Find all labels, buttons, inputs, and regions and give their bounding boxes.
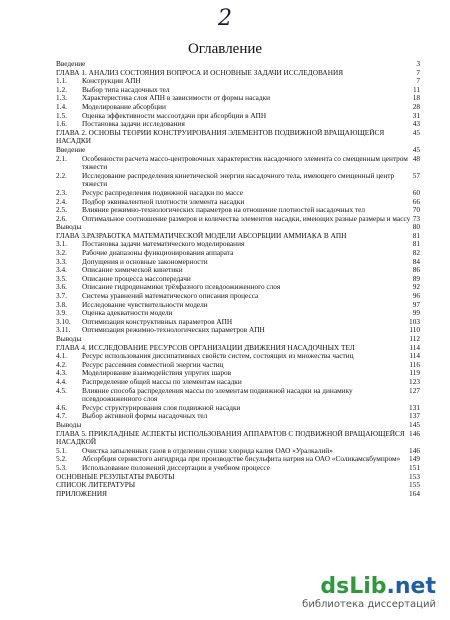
toc-entry[interactable] bbox=[56, 292, 420, 301]
toc-entry-number: 5.1. bbox=[56, 445, 67, 455]
toc-entry-number: 5.3. bbox=[56, 462, 67, 472]
toc-entry[interactable] bbox=[56, 404, 420, 413]
toc-entry[interactable] bbox=[56, 258, 420, 267]
toc-entry-page: 45 bbox=[412, 144, 420, 154]
toc-entry-page: 57 bbox=[412, 170, 420, 180]
toc-entry-number: 3.9. bbox=[56, 308, 67, 318]
toc-entry[interactable] bbox=[56, 120, 420, 129]
toc-entry-number: 3.11. bbox=[56, 325, 71, 335]
toc-entry[interactable] bbox=[56, 249, 420, 258]
toc-entry-number: 4.3. bbox=[56, 368, 67, 378]
toc-entry-number: 1.6. bbox=[56, 119, 67, 129]
toc-entry[interactable] bbox=[56, 223, 420, 232]
toc-entry-page: 60 bbox=[412, 187, 420, 197]
toc-entry-number: 1.2. bbox=[56, 84, 67, 94]
toc-entry-page: 164 bbox=[409, 488, 420, 498]
toc-entry[interactable] bbox=[56, 326, 420, 335]
toc-entry-page: 7 bbox=[416, 67, 420, 77]
toc-entry[interactable] bbox=[56, 206, 420, 215]
toc-entry-title: ПРИЛОЖЕНИЯ bbox=[56, 489, 108, 498]
toc-entry-title: Ресурс рассеяния совместной энергии частиц bbox=[82, 360, 224, 369]
toc-entry-number: 2.3. bbox=[56, 187, 67, 197]
toc-entry-page: 7 bbox=[416, 76, 420, 86]
toc-entry[interactable] bbox=[56, 69, 420, 78]
toc-entry-title: Ресурс структурирования слоя подвижной насадки bbox=[82, 403, 241, 412]
toc-entry-page: 112 bbox=[409, 334, 420, 343]
toc-entry-number: 3.3. bbox=[56, 256, 67, 266]
toc-entry-title: Ресурс распределения подвижной насадки по массе bbox=[82, 188, 243, 197]
toc-entry-page: 116 bbox=[409, 359, 420, 369]
toc-entry[interactable] bbox=[56, 490, 420, 499]
toc-entry-number: 1.5. bbox=[56, 110, 67, 120]
toc-entry-page: 114 bbox=[409, 342, 420, 352]
toc-entry-page: 114 bbox=[409, 351, 420, 361]
toc-entry[interactable] bbox=[56, 378, 420, 387]
toc-entry[interactable] bbox=[56, 86, 420, 95]
toc-entry[interactable] bbox=[56, 103, 420, 112]
toc-entry-title: Влияние способа распределения массы по элементам подвижной насадки на динамику псевдоожиженного слоя bbox=[82, 386, 353, 404]
toc-entry-page: 43 bbox=[412, 119, 420, 129]
toc-entry-page: 66 bbox=[412, 196, 420, 206]
page-number: 2 bbox=[218, 6, 232, 31]
toc-entry-page: 153 bbox=[409, 471, 420, 481]
toc-entry-title: Оценка адекватности модели bbox=[82, 309, 173, 318]
toc-entry[interactable] bbox=[56, 464, 420, 473]
toc-entry-page: 82 bbox=[412, 248, 420, 258]
table-of-contents bbox=[56, 60, 420, 498]
toc-entry[interactable] bbox=[56, 60, 420, 69]
toc-entry-title: Подбор эквивалентной плотности элемента насадки bbox=[82, 197, 245, 206]
toc-entry-title: Описание процесса массопередачи bbox=[82, 274, 191, 283]
dslib-logo bbox=[302, 575, 436, 599]
toc-entry[interactable] bbox=[56, 387, 420, 404]
toc-entry-title: Выводы bbox=[56, 223, 82, 232]
toc-entry[interactable] bbox=[56, 344, 420, 353]
toc-entry-title: Рабочие диапазоны функционирования аппарата bbox=[82, 249, 234, 258]
toc-entry[interactable] bbox=[56, 447, 420, 456]
toc-entry[interactable] bbox=[56, 232, 420, 241]
watermark-subtitle: библиотека диссертаций bbox=[302, 599, 436, 610]
toc-entry-title: Выводы bbox=[56, 420, 82, 429]
toc-entry-page: 28 bbox=[412, 101, 420, 111]
toc-entry-page: 155 bbox=[409, 480, 420, 490]
toc-entry-number: 3.8. bbox=[56, 299, 67, 309]
toc-entry-title: Распределение общей массы по элементам насадки bbox=[82, 377, 242, 386]
toc-entry-page: 131 bbox=[409, 402, 420, 412]
toc-entry-title: Исследование распределения кинетической энергии насадочного тела, имеющего смещенный центр тяжести bbox=[82, 171, 395, 189]
toc-entry-number: 2.1. bbox=[56, 153, 67, 163]
toc-entry-title: ГЛАВА 5. ПРИКЛАДНЫЕ АСПЕКТЫ ИСПОЛЬЗОВАНИЯ АППАРАТОВ С ПОДВИЖНОЙ ВРАЩАЮЩЕЙСЯ НАСАДКОЙ bbox=[56, 429, 405, 447]
toc-entry-number: 5.2. bbox=[56, 454, 67, 464]
toc-entry-title: Особенности расчета массо-центровочных характеристик насадочного элемента со смещенным центром тяжести bbox=[82, 154, 408, 172]
toc-entry-title: Моделирование взаимодействия упругих шаров bbox=[82, 369, 232, 378]
toc-entry[interactable] bbox=[56, 266, 420, 275]
toc-entry-page: 48 bbox=[412, 153, 420, 163]
toc-entry[interactable] bbox=[56, 352, 420, 361]
toc-entry-title: Конструкции АПН bbox=[82, 77, 141, 86]
toc-entry-title: Выбор активной формы насадочных тел bbox=[82, 412, 208, 421]
toc-entry[interactable] bbox=[56, 412, 420, 421]
toc-entry-number: 1.1. bbox=[56, 76, 67, 86]
toc-entry-page: 70 bbox=[412, 205, 420, 215]
toc-entry-number: 2.4. bbox=[56, 196, 67, 206]
toc-entry-number: 4.6. bbox=[56, 402, 67, 412]
toc-entry-title: Характеристика слоя АПН в зависимости от формы насадки bbox=[82, 94, 271, 103]
toc-entry-page: 96 bbox=[412, 291, 420, 301]
toc-entry-title: Абсорбция сернистого ангидрида при производстве бисульфита натрия на ОАО «Соликамскбумпром» bbox=[82, 455, 401, 464]
toc-entry-title: Очистка запыленных газов в отделении сушки хлорида калия ОАО «Уралкалий» bbox=[82, 446, 333, 455]
toc-entry-title: ГЛАВА 2. ОСНОВЫ ТЕОРИИ КОНСТРУИРОВАНИЯ ЭЛЕМЕНТОВ ПОДВИЖНОЙ ВРАЩАЮЩЕЙСЯ НАСАДКИ bbox=[56, 128, 385, 146]
toc-entry-number: 4.5. bbox=[56, 385, 67, 395]
toc-entry[interactable] bbox=[56, 240, 420, 249]
toc-entry-title: Введение bbox=[56, 60, 86, 68]
toc-entry[interactable] bbox=[56, 335, 420, 344]
toc-entry-title: Ресурс использования диссипативных свойств систем, состоящих из множества частиц bbox=[82, 352, 354, 361]
toc-entry[interactable] bbox=[56, 369, 420, 378]
toc-entry-title: Постановка задачи математического моделирования bbox=[82, 240, 245, 249]
toc-entry[interactable] bbox=[56, 421, 420, 430]
toc-entry[interactable] bbox=[56, 455, 420, 464]
toc-entry-title: Оптимальное соотношение размеров и количества элементов насадки, имеющих разные размеры и массу bbox=[82, 214, 411, 223]
toc-entry-number: 4.2. bbox=[56, 359, 67, 369]
toc-entry-page: 81 bbox=[412, 230, 420, 240]
toc-entry-number: 1.3. bbox=[56, 93, 67, 103]
toc-entry-title: Оптимизация режимно-технологических параметров АПН bbox=[82, 326, 265, 335]
toc-entry[interactable] bbox=[56, 275, 420, 284]
watermark bbox=[302, 575, 436, 610]
toc-entry[interactable] bbox=[56, 318, 420, 327]
toc-entry-page: 149 bbox=[409, 454, 420, 464]
toc-entry[interactable] bbox=[56, 112, 420, 121]
toc-entry-page: 99 bbox=[412, 308, 420, 318]
toc-entry-page: 137 bbox=[409, 411, 420, 421]
toc-entry-title: Выбор типа насадочных тел bbox=[82, 85, 170, 94]
toc-entry-number: 2.2. bbox=[56, 170, 67, 180]
toc-entry-title: ГЛАВА 3.РАЗРАБОТКА МАТЕМАТИЧЕСКОЙ МОДЕЛИ АБСОРБЦИИ АММИАКА В АПН bbox=[56, 231, 347, 240]
toc-entry-page: 84 bbox=[412, 256, 420, 266]
toc-entry-title: СПИСОК ЛИТЕРАТУРЫ bbox=[56, 481, 136, 490]
toc-entry[interactable] bbox=[56, 481, 420, 490]
toc-entry[interactable] bbox=[56, 172, 420, 189]
toc-entry-page: 127 bbox=[409, 385, 420, 395]
toc-entry-title: Оптимизация конструктивных параметров АПН bbox=[82, 317, 233, 326]
toc-entry-page: 11 bbox=[412, 84, 420, 94]
toc-entry-title: Влияние режимно-технологических параметров на отношение плотностей насадочных тел bbox=[82, 206, 365, 215]
toc-entry[interactable] bbox=[56, 215, 420, 224]
toc-entry-number: 4.1. bbox=[56, 351, 67, 361]
toc-entry-page: 18 bbox=[412, 93, 420, 103]
toc-entry-page: 81 bbox=[412, 239, 420, 249]
toc-entry-page: 110 bbox=[409, 325, 420, 335]
toc-entry-title: Допущения и основные закономерности bbox=[82, 257, 208, 266]
toc-entry[interactable] bbox=[56, 473, 420, 482]
toc-entry[interactable] bbox=[56, 189, 420, 198]
toc-entry-number: 2.5. bbox=[56, 205, 67, 215]
toc-entry-page: 86 bbox=[412, 265, 420, 275]
logo-text-b: .net bbox=[386, 574, 436, 599]
toc-entry[interactable] bbox=[56, 77, 420, 86]
toc-entry-number: 3.2. bbox=[56, 248, 67, 258]
toc-entry-number: 3.5. bbox=[56, 273, 67, 283]
toc-entry-page: 92 bbox=[412, 282, 420, 292]
toc-entry-number: 3.4. bbox=[56, 265, 67, 275]
toc-entry-title: ОСНОВНЫЕ РЕЗУЛЬТАТЫ РАБОТЫ bbox=[56, 472, 175, 481]
toc-entry-title: ГЛАВА 4. ИССЛЕДОВАНИЕ РЕСУРСОВ ОРГАНИЗАЦИИ ДВИЖЕНИЯ НАСАДОЧНЫХ ТЕЛ bbox=[56, 343, 355, 352]
toc-entry-page: 31 bbox=[412, 110, 420, 120]
toc-entry-title: Оценка эффективности массоотдачи при абсорбции в АПН bbox=[82, 111, 267, 120]
toc-entry-number: 3.10. bbox=[56, 316, 71, 326]
toc-entry[interactable] bbox=[56, 94, 420, 103]
toc-entry-number: 3.6. bbox=[56, 282, 67, 292]
toc-entry[interactable] bbox=[56, 155, 420, 172]
toc-entry-page: 145 bbox=[409, 419, 420, 429]
toc-entry-page: 80 bbox=[412, 222, 420, 232]
toc-entry[interactable] bbox=[56, 146, 420, 155]
page-title: Оглавление bbox=[187, 41, 263, 57]
toc-entry-page: 3 bbox=[416, 59, 420, 68]
toc-entry-page: 123 bbox=[409, 376, 420, 386]
toc-entry[interactable] bbox=[56, 283, 420, 292]
toc-entry-title: ГЛАВА 1. АНАЛИЗ СОСТОЯНИЯ ВОПРОСА И ОСНОВНЫЕ ЗАДАЧИ ИССЛЕДОВАНИЯ bbox=[56, 68, 344, 77]
toc-entry[interactable] bbox=[56, 309, 420, 318]
toc-entry-number: 3.1. bbox=[56, 239, 67, 249]
toc-entry-number: 2.6. bbox=[56, 213, 67, 223]
toc-entry-page: 103 bbox=[409, 316, 420, 326]
toc-entry[interactable] bbox=[56, 361, 420, 370]
toc-entry-page: 119 bbox=[409, 368, 420, 378]
toc-entry[interactable] bbox=[56, 129, 420, 146]
toc-entry-number: 4.4. bbox=[56, 376, 67, 386]
toc-entry-page: 73 bbox=[412, 213, 420, 223]
logo-text-a: dsLib bbox=[320, 574, 387, 599]
toc-entry-page: 151 bbox=[409, 462, 420, 472]
toc-entry[interactable] bbox=[56, 198, 420, 207]
toc-entry-page: 146 bbox=[409, 445, 420, 455]
toc-entry-title: Исследование чувствительности модели bbox=[82, 300, 208, 309]
toc-entry[interactable] bbox=[56, 301, 420, 310]
toc-entry-title: Система уравнений математического описания процесса bbox=[82, 292, 259, 301]
toc-entry-page: 45 bbox=[412, 127, 420, 137]
toc-entry-number: 4.7. bbox=[56, 411, 67, 421]
toc-entry-title: Выводы bbox=[56, 335, 82, 343]
toc-entry-title: Описание гидродинамики трёхфазного псевдоожиженного слоя bbox=[82, 283, 281, 292]
toc-entry-title: Постановка задачи исследования bbox=[82, 120, 185, 129]
toc-entry-title: Моделирование абсорбции bbox=[82, 102, 166, 111]
toc-entry-title: Описание химической кинетики bbox=[82, 266, 183, 275]
toc-entry-page: 146 bbox=[409, 428, 420, 438]
toc-entry-page: 89 bbox=[412, 273, 420, 283]
toc-entry[interactable] bbox=[56, 430, 420, 447]
toc-entry-number: 3.7. bbox=[56, 291, 67, 301]
toc-entry-number: 1.4. bbox=[56, 101, 67, 111]
toc-entry-page: 97 bbox=[412, 299, 420, 309]
toc-entry-title: Использование положений диссертации в учебном процессе bbox=[82, 463, 270, 472]
toc-entry-title: Введение bbox=[56, 145, 86, 154]
